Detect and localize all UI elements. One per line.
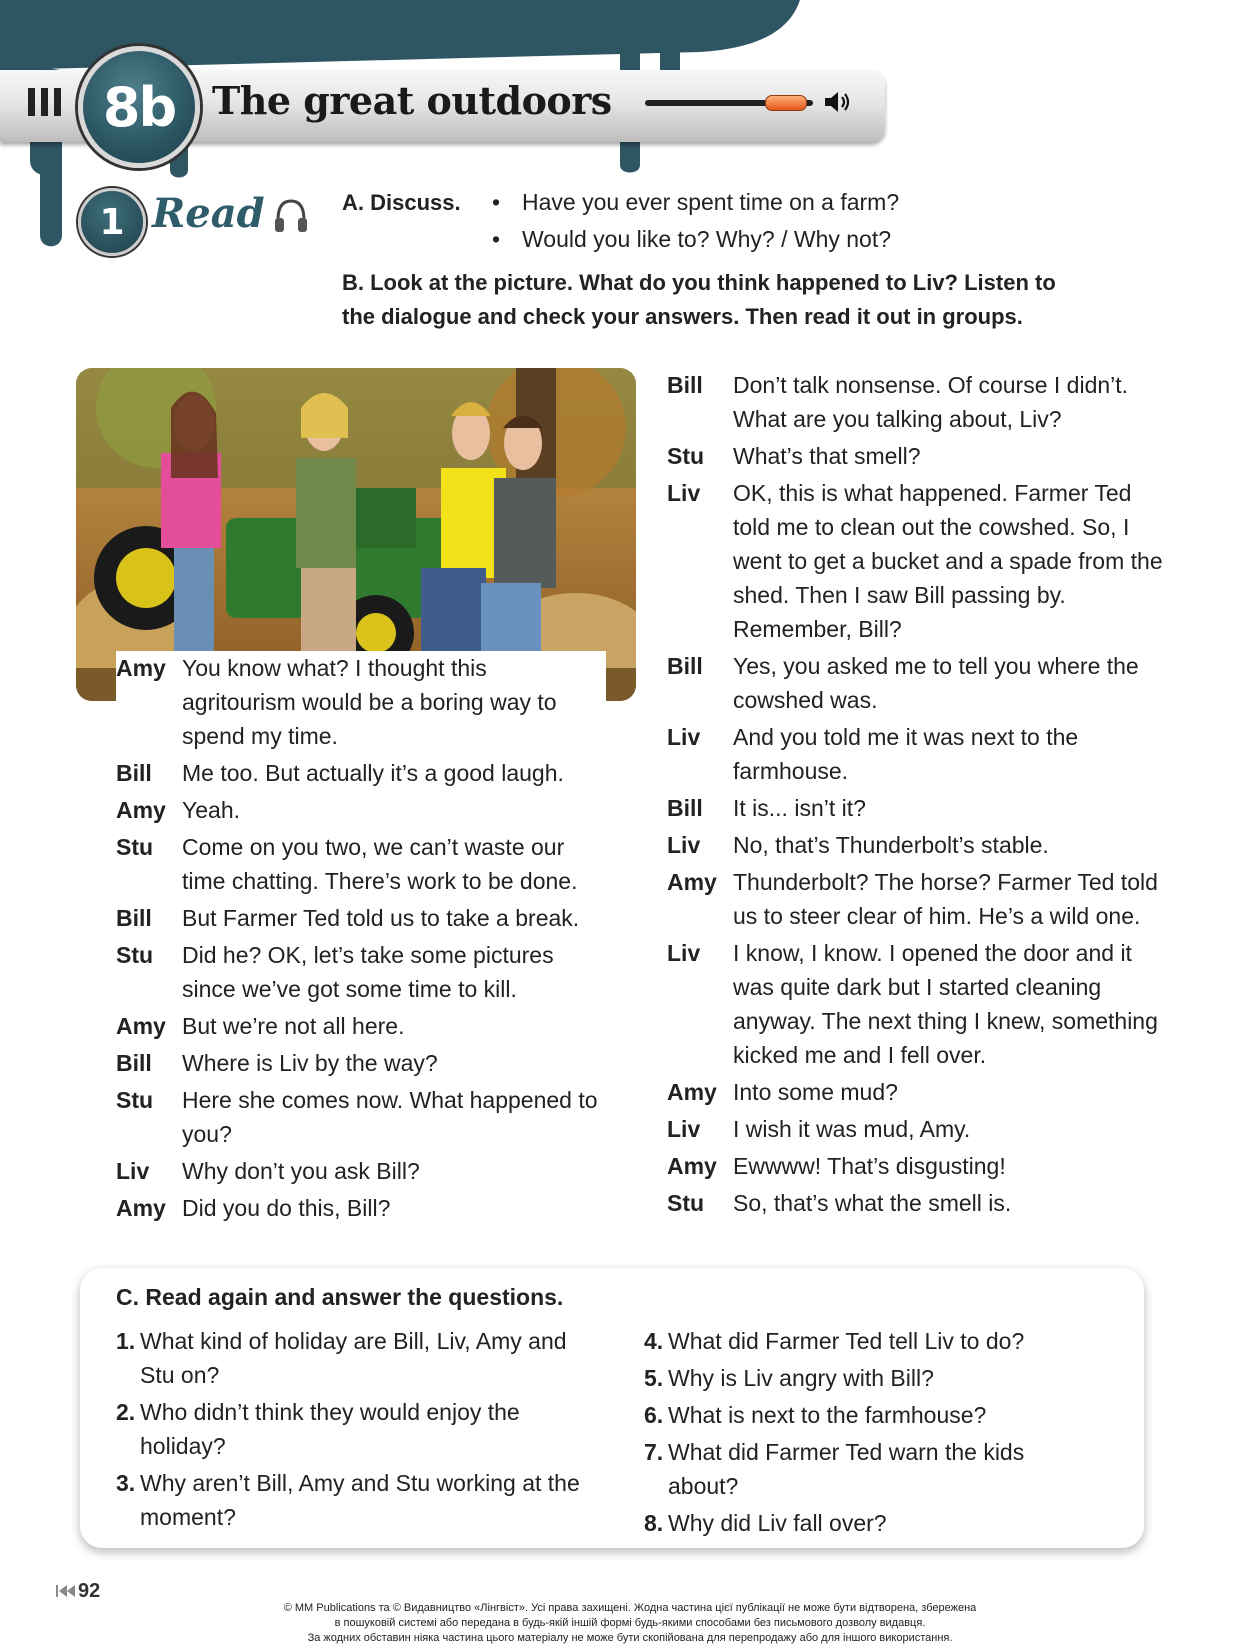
line-text: Come on you two, we can’t waste our time chatting. There’s work to be done. <box>182 834 578 894</box>
dialogue-line <box>667 791 1167 825</box>
line-text: Did you do this, Bill? <box>182 1195 391 1221</box>
speaker-name: Stu <box>667 1190 705 1216</box>
dialogue-line <box>116 1083 606 1151</box>
copyright-line: в пошуковій системі або передана в будь-якій іншій формі будь-якими способами без письмового дозволу видавця. <box>334 1617 926 1629</box>
question-number: 4. <box>644 1328 664 1354</box>
line-text: You know what? I thought this agritourism would be a boring way to spend my time. <box>182 655 557 749</box>
section-number-badge <box>78 188 146 256</box>
speaker-name: Stu <box>116 1087 154 1113</box>
line-text: No, that’s Thunderbolt’s stable. <box>733 832 1049 858</box>
line-text: Ewwww! That’s disgusting! <box>733 1153 1006 1179</box>
questions-right-column <box>644 1324 1084 1543</box>
speaker-name: Liv <box>667 832 701 858</box>
question-item <box>116 1324 606 1392</box>
dialogue-line <box>667 936 1167 1072</box>
dialogue-line <box>116 1154 606 1188</box>
line-text: Yeah. <box>182 797 240 823</box>
discuss-bullets <box>492 184 899 258</box>
question-text: Why did Liv fall over? <box>668 1510 887 1536</box>
question-item <box>116 1395 606 1463</box>
speaker-name: Stu <box>116 834 154 860</box>
section-number: 1 <box>99 201 125 243</box>
question-number: 1. <box>116 1328 136 1354</box>
dialogue-right <box>667 368 1167 1223</box>
speaker-name: Amy <box>667 1079 717 1105</box>
question-item <box>644 1324 1084 1358</box>
section-title: Read <box>152 190 265 237</box>
line-text: Did he? OK, let’s take some pictures since we’ve got some time to kill. <box>182 942 554 1002</box>
dialogue-line <box>116 830 606 898</box>
speaker-name: Stu <box>667 443 705 469</box>
dialogue-line <box>667 720 1167 788</box>
line-text: What’s that smell? <box>733 443 921 469</box>
questions-left-column <box>116 1324 606 1537</box>
questions-title: C. Read again and answer the questions. <box>116 1284 564 1310</box>
dialogue-line <box>116 901 606 935</box>
question-text: Why is Liv angry with Bill? <box>668 1365 934 1391</box>
line-text: But we’re not all here. <box>182 1013 405 1039</box>
copyright-line: За жодних обставин ніяка частина цього матеріалу не може бути скопійована для перепродажу або для іншого використання. <box>307 1632 953 1644</box>
dialogue-line <box>667 368 1167 436</box>
speaker-name: Liv <box>116 1158 150 1184</box>
dialogue-line <box>116 1191 606 1225</box>
dialogue-line <box>667 1186 1167 1220</box>
question-item <box>644 1398 1084 1432</box>
speaker-name: Amy <box>116 655 166 681</box>
unit-badge <box>78 46 200 168</box>
question-number: 3. <box>116 1470 136 1496</box>
dialogue-line <box>667 1112 1167 1146</box>
speaker-name: Liv <box>667 940 701 966</box>
line-text: Into some mud? <box>733 1079 898 1105</box>
question-item <box>644 1506 1084 1540</box>
line-text: But Farmer Ted told us to take a break. <box>182 905 580 931</box>
dialogue-line <box>116 1046 606 1080</box>
line-text: I wish it was mud, Amy. <box>733 1116 971 1142</box>
discuss-label: A. Discuss. <box>342 190 461 215</box>
line-text: OK, this is what happened. Farmer Ted told me to clean out the cowshed. So, I went to get a bucket and a spade from the shed. Then I saw Bill passing by. Remember, Bill? <box>733 480 1163 642</box>
dialogue-line <box>667 476 1167 646</box>
menu-bars-icon <box>28 88 64 116</box>
question-item <box>644 1361 1084 1395</box>
dialogue-line <box>667 439 1167 473</box>
audio-slider-knob <box>765 95 807 111</box>
unit-label: 8b <box>102 75 176 139</box>
question-text: Why aren’t Bill, Amy and Stu working at the moment? <box>140 1470 580 1530</box>
dialogue-line <box>667 649 1167 717</box>
question-text: What is next to the farmhouse? <box>668 1402 987 1428</box>
copyright-line: © MM Publications та © Видавництво «Лінгвіст». Усі права захищені. Жодна частина цієї публікації не може бути відтворена, збережена <box>283 1602 977 1614</box>
speaker-name: Amy <box>116 1013 166 1039</box>
question-number: 7. <box>644 1439 664 1465</box>
speaker-name: Amy <box>116 797 166 823</box>
dialogue-line <box>667 828 1167 862</box>
question-number: 8. <box>644 1510 664 1536</box>
dialogue-line <box>667 1075 1167 1109</box>
speaker-name: Bill <box>667 372 703 398</box>
speaker-name: Bill <box>116 1050 152 1076</box>
line-text: Where is Liv by the way? <box>182 1050 438 1076</box>
question-text: Who didn’t think they would enjoy the holiday? <box>140 1399 520 1459</box>
line-text: And you told me it was next to the farmhouse. <box>733 724 1079 784</box>
rewind-icon <box>56 1584 76 1598</box>
dialogue-line <box>116 938 606 1006</box>
dialogue-line <box>116 651 606 753</box>
dialogue-line <box>667 865 1167 933</box>
speaker-name: Liv <box>667 724 701 750</box>
speaker-name: Amy <box>116 1195 166 1221</box>
copyright-notice <box>230 1601 1030 1646</box>
speaker-name: Amy <box>667 869 717 895</box>
discuss-bullet: • Would you like to? Why? / Why not? <box>492 221 899 258</box>
dialogue-line <box>116 1009 606 1043</box>
line-text: Me too. But actually it’s a good laugh. <box>182 760 564 786</box>
page-number: 92 <box>78 1580 101 1602</box>
question-item <box>116 1466 606 1534</box>
speaker-name: Stu <box>116 942 154 968</box>
line-text: It is... isn’t it? <box>733 795 866 821</box>
discuss-bullet: • Have you ever spent time on a farm? <box>492 184 899 221</box>
instruction-b: B. Look at the picture. What do you think happened to Liv? Listen to the dialogue and check your answers. Then read it out in groups. <box>342 270 1056 329</box>
speaker-name: Bill <box>116 760 152 786</box>
question-text: What kind of holiday are Bill, Liv, Amy and Stu on? <box>140 1328 567 1388</box>
line-text: Don’t talk nonsense. Of course I didn’t. What are you talking about, Liv? <box>733 372 1129 432</box>
speaker-name: Bill <box>116 905 152 931</box>
question-text: What did Farmer Ted warn the kids about? <box>668 1439 1025 1499</box>
speaker-name: Bill <box>667 653 703 679</box>
dialogue-line <box>667 1149 1167 1183</box>
speaker-name: Amy <box>667 1153 717 1179</box>
question-number: 2. <box>116 1399 136 1425</box>
page-title: The great outdoors <box>212 78 612 123</box>
question-item <box>644 1435 1084 1503</box>
line-text: Thunderbolt? The horse? Farmer Ted told us to steer clear of him. He’s a wild one. <box>733 869 1158 929</box>
speaker-name: Liv <box>667 480 701 506</box>
question-text: What did Farmer Ted tell Liv to do? <box>668 1328 1025 1354</box>
question-number: 6. <box>644 1402 664 1428</box>
dialogue-left <box>116 651 606 1228</box>
speaker-name: Liv <box>667 1116 701 1142</box>
line-text: Yes, you asked me to tell you where the cowshed was. <box>733 653 1139 713</box>
dialogue-line <box>116 793 606 827</box>
line-text: So, that’s what the smell is. <box>733 1190 1012 1216</box>
line-text: I know, I know. I opened the door and it was quite dark but I started cleaning anyway. The next thing I knew, something kicked me and I fell over. <box>733 940 1158 1068</box>
headphones-icon <box>272 196 310 236</box>
speaker-icon <box>823 89 851 115</box>
dialogue-line <box>116 756 606 790</box>
question-number: 5. <box>644 1365 664 1391</box>
speaker-name: Bill <box>667 795 703 821</box>
line-text: Here she comes now. What happened to you? <box>182 1087 598 1147</box>
line-text: Why don’t you ask Bill? <box>182 1158 420 1184</box>
